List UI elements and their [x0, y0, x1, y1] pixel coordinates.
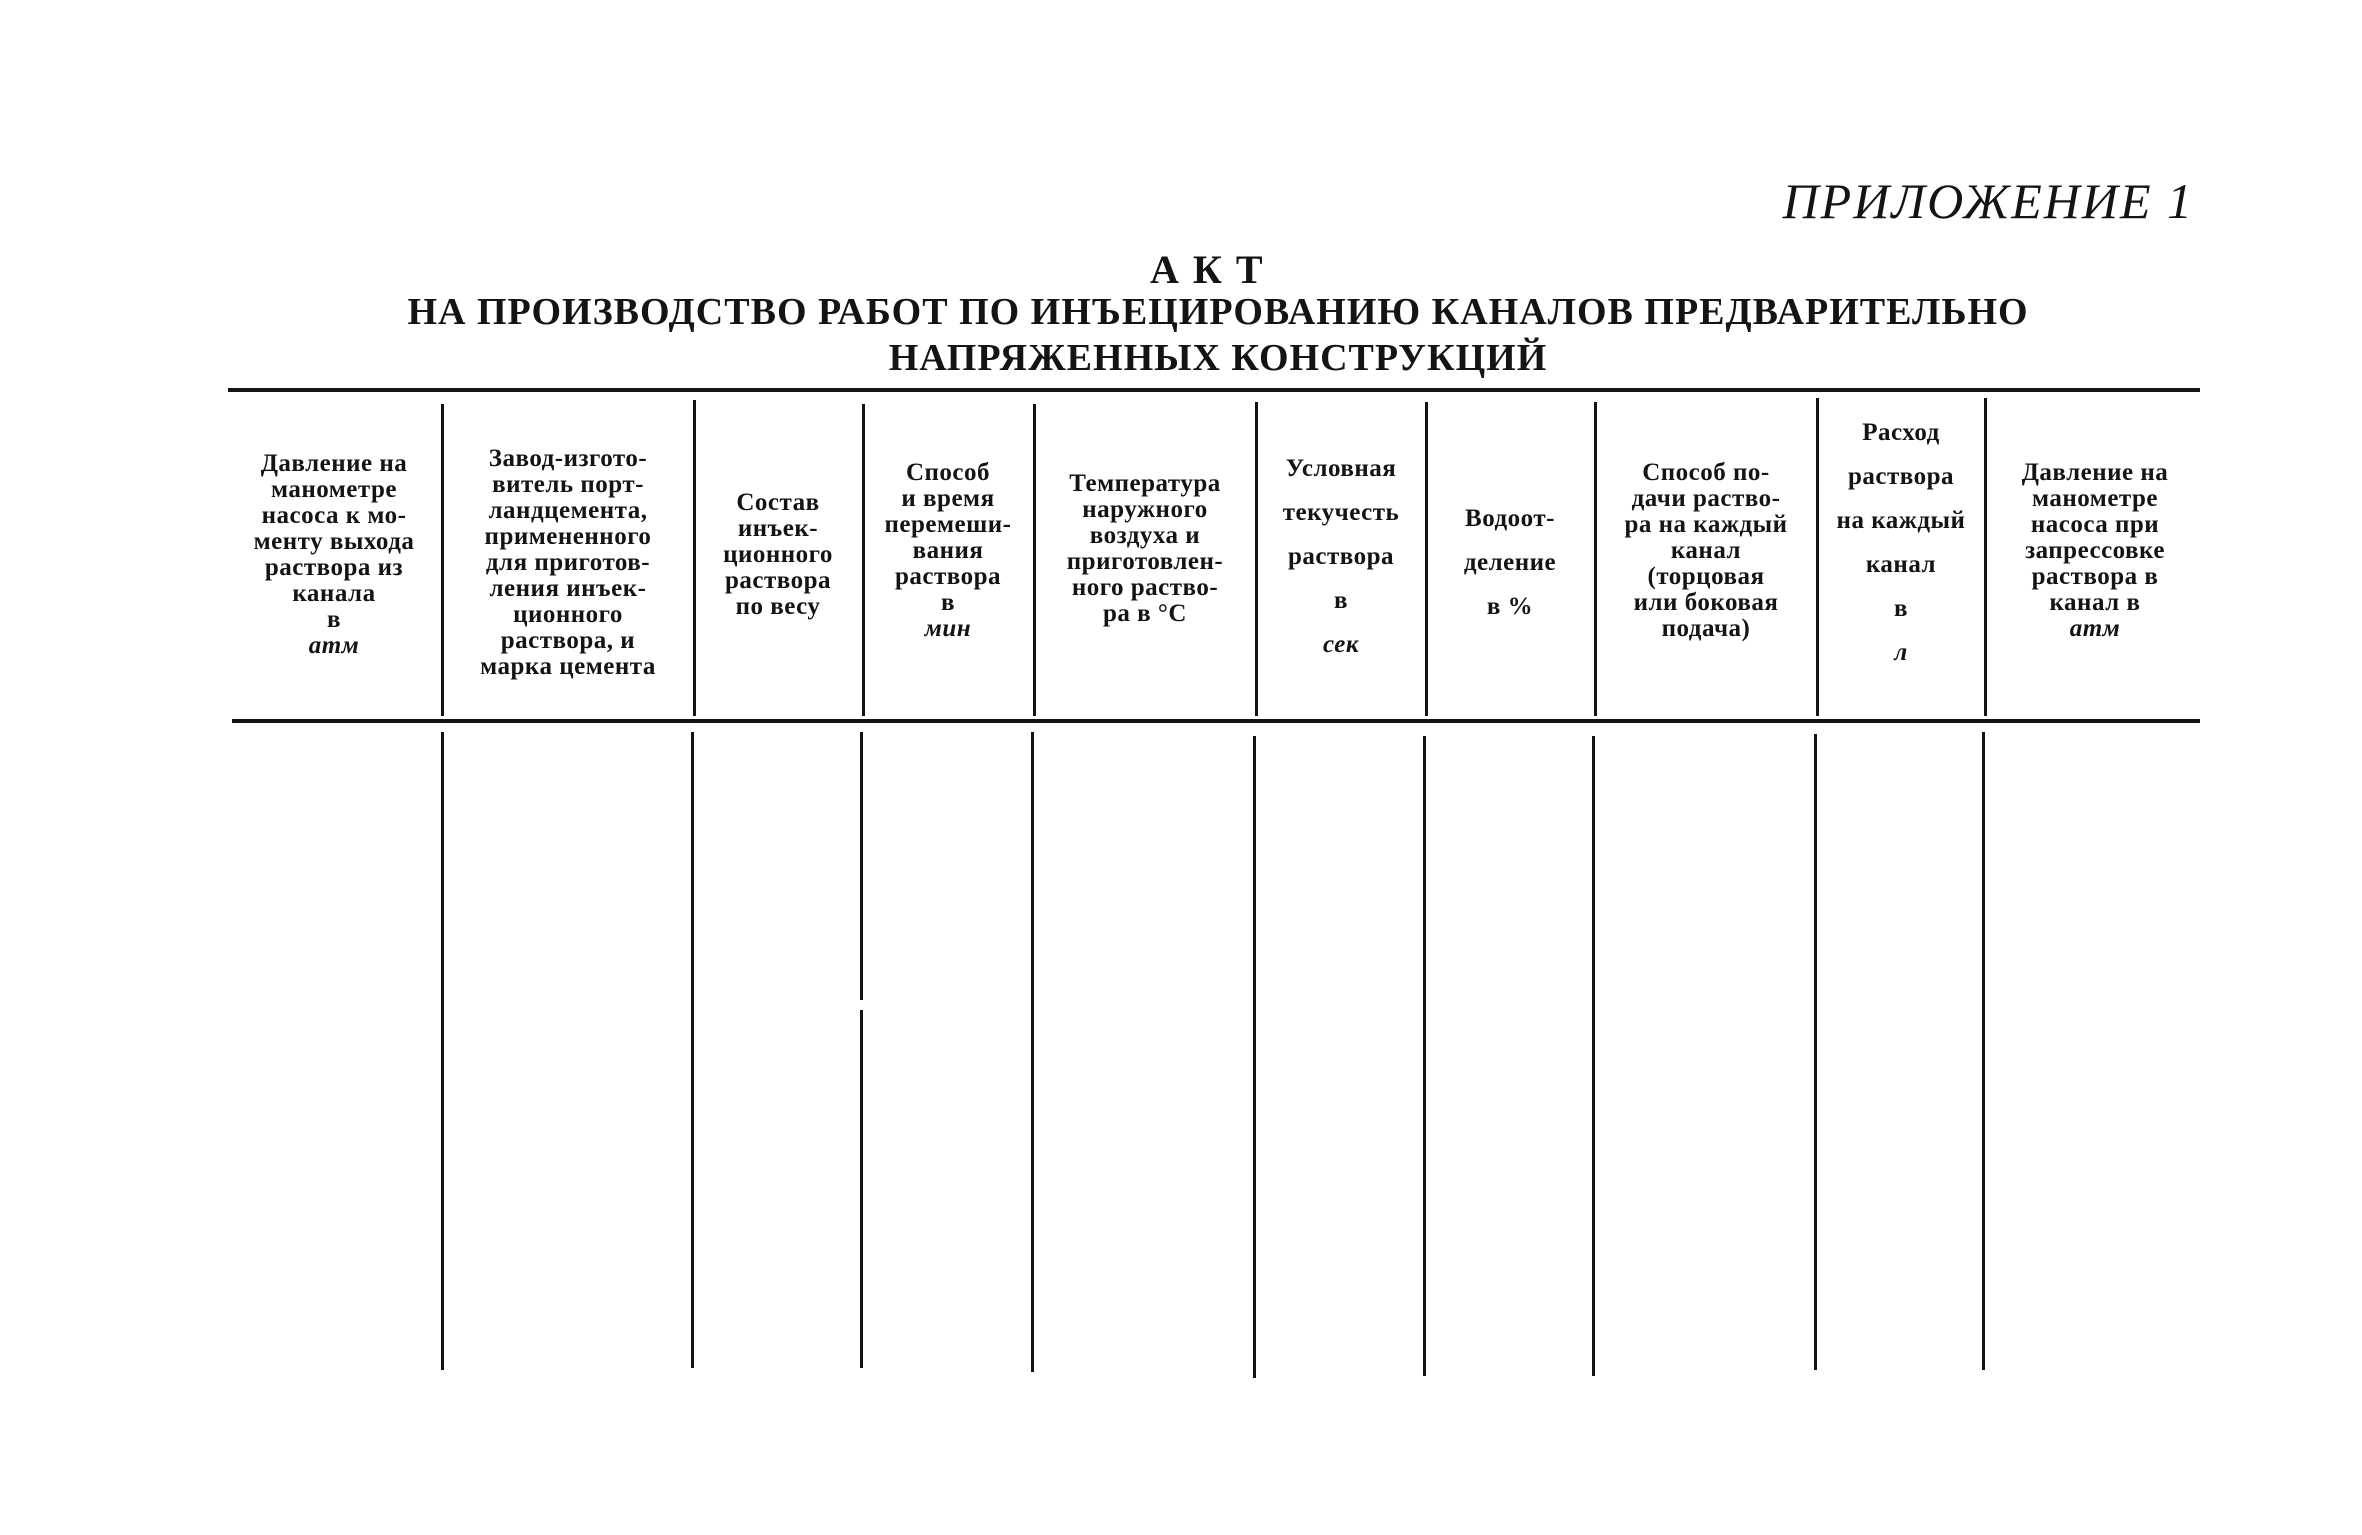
column-divider: [693, 400, 696, 716]
column-divider: [1982, 732, 1985, 1370]
column-divider: [1816, 398, 1819, 716]
header-cell-temperature: Температура наружного воздуха и приготовлен- ного раство- ра в °С: [1066, 470, 1224, 627]
column-divider: [1814, 734, 1817, 1370]
column-divider: [441, 732, 444, 1370]
document-title-akt: АКТ: [1150, 247, 1277, 292]
column-divider: [1984, 398, 1987, 716]
column-divider: [441, 404, 444, 716]
appendix-label: ПРИЛОЖЕНИЕ 1: [1782, 173, 2194, 229]
header-cell-consumption: Расход раствора на каждый канал в л: [1836, 419, 1966, 666]
header-cell-flowability: Условная текучесть раствора в сек: [1282, 455, 1400, 658]
column-divider: [862, 404, 865, 716]
header-cell-water-separation: Водоот- деление в %: [1463, 505, 1557, 620]
column-divider: [1594, 402, 1597, 716]
column-divider: [860, 732, 863, 1000]
header-cell-cement-manufacturer: Завод-изгото- витель порт- ландцемента, примененного для приготов- ления инъек- ционного раствора, и марка цемента: [480, 445, 656, 680]
header-cell-feed-method: Способ по- дачи раство- ра на каждый канал (торцовая или боковая подача): [1624, 459, 1788, 642]
header-cell-pressure-at-exit: Давление на манометре насоса к мо- менту выхода раствора из канала в атм: [253, 450, 415, 659]
header-cell-mixing-method-time: Способ и время перемеши- вания раствора в мин: [884, 459, 1012, 642]
document-title-line-1: НА ПРОИЗВОДСТВО РАБОТ ПО ИНЪЕЦИРОВАНИЮ КАНАЛОВ ПРЕДВАРИТЕЛЬНО: [407, 291, 2029, 333]
column-divider: [1423, 736, 1426, 1376]
column-divider: [860, 1010, 863, 1368]
column-divider: [1425, 402, 1428, 716]
header-cell-pressure-at-injection: Давление на манометре насоса при запрессовке раствора в канал в атм: [2021, 459, 2169, 642]
column-divider: [1033, 404, 1036, 716]
header-cell-mix-composition: Состав инъек- ционного раствора по весу: [723, 489, 833, 620]
column-divider: [1255, 402, 1258, 716]
column-divider: [1592, 736, 1595, 1376]
column-divider: [1031, 732, 1034, 1372]
column-divider: [1253, 736, 1256, 1378]
document-title-line-2: НАПРЯЖЕННЫХ КОНСТРУКЦИЙ: [888, 337, 1548, 379]
column-divider: [691, 732, 694, 1368]
